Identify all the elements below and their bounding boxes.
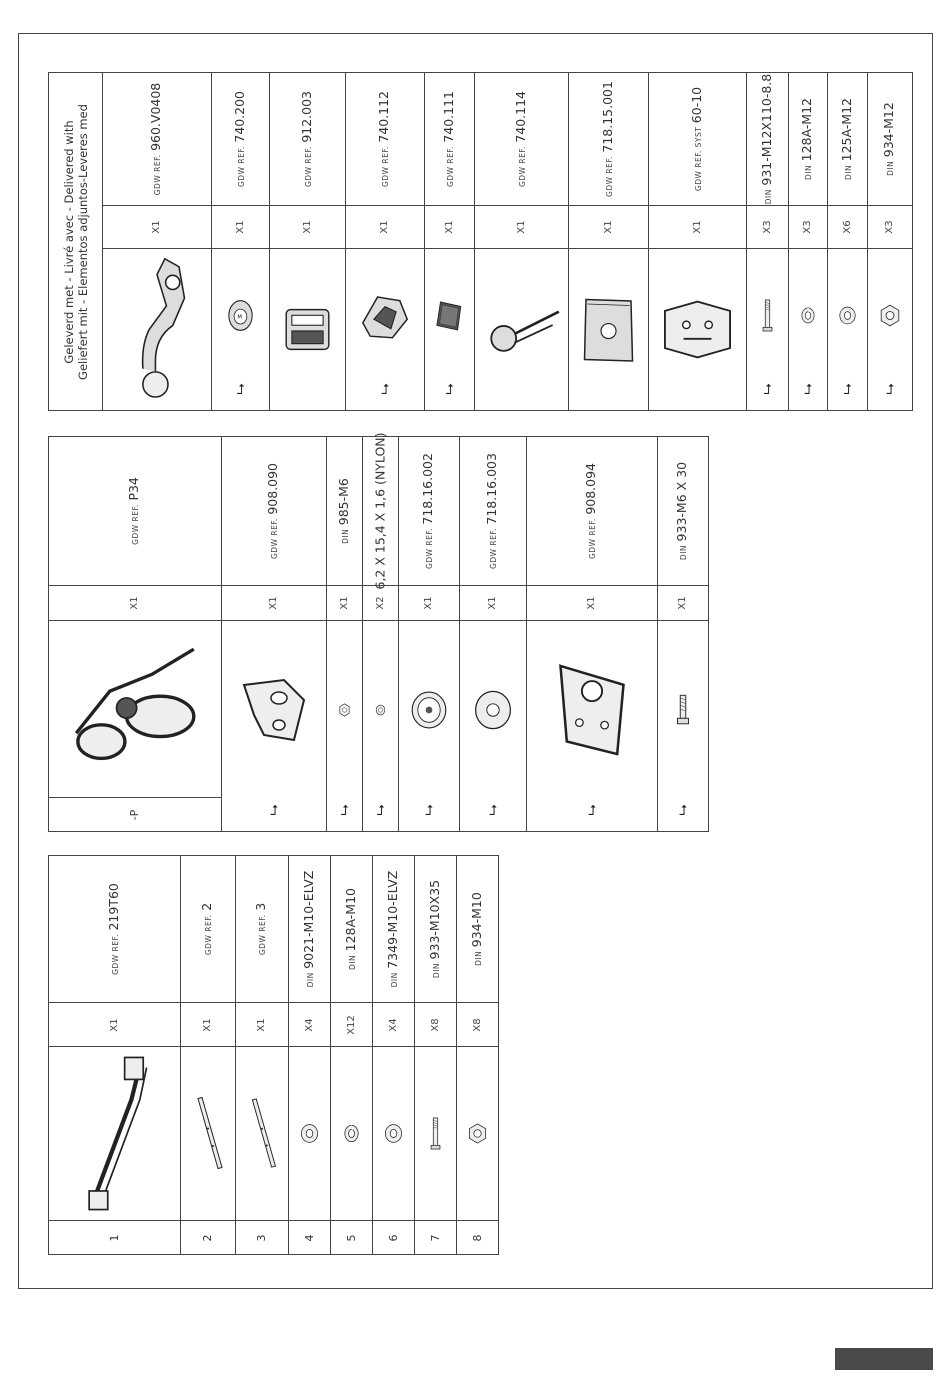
qty-cell: [181, 1002, 235, 1046]
install-arrow-icon: ⮥: [445, 382, 454, 398]
image-cell: [373, 1046, 414, 1220]
part-column: [657, 437, 708, 831]
part-column: [459, 437, 526, 831]
image-cell: [868, 248, 912, 410]
delivered-with-table: [48, 72, 913, 411]
part-ref: [384, 870, 401, 988]
part-column: [326, 437, 362, 831]
ref-cell: [415, 856, 456, 1002]
part-ref: [883, 102, 897, 176]
ref-cell: [222, 437, 326, 585]
part-qty: X1: [151, 220, 162, 234]
image-cell: [236, 1046, 288, 1220]
ref-cell: [373, 856, 414, 1002]
install-arrow-icon: ⮥: [380, 382, 390, 398]
part-column: [648, 73, 746, 410]
ref-prefix: GDW REF.: [236, 146, 246, 188]
part-column: [372, 856, 414, 1254]
qty-cell: [475, 205, 568, 248]
qty-cell: [649, 205, 746, 248]
part-qty: X1: [602, 220, 614, 234]
ref-cell: [475, 73, 568, 205]
part-number: 2: [201, 1234, 214, 1241]
socket-plate-icon: [224, 623, 324, 797]
ref-code: 718.15.001: [599, 81, 615, 153]
header-column: [49, 73, 102, 410]
image-cell: [222, 620, 326, 831]
part-column: [211, 73, 269, 410]
image-cell: [425, 248, 474, 410]
part-qty: X1: [268, 596, 279, 610]
part-column: [788, 73, 827, 410]
image-cell: [649, 248, 746, 410]
part-column: [746, 73, 788, 410]
number-cell: [331, 1220, 372, 1254]
qty-cell: [425, 205, 474, 248]
ref-cell: [270, 73, 345, 205]
qty-cell: [212, 205, 269, 248]
part-ref: [150, 83, 164, 196]
washer-icon: [291, 1049, 328, 1218]
part-ref: [255, 903, 269, 955]
ref-code: 933-M10X35: [426, 879, 442, 960]
page-corner-mark: [835, 1348, 933, 1370]
ref-prefix: GDW REF.: [131, 504, 140, 545]
install-arrow-icon: ⮥: [843, 382, 852, 398]
ref-cell: [49, 437, 221, 585]
part-ref: [231, 90, 248, 188]
disc-icon: [462, 623, 524, 797]
part-ref: [300, 870, 317, 988]
part-ref: [468, 892, 485, 966]
ref-cell: [181, 856, 235, 1002]
ref-prefix: DIN: [843, 164, 853, 180]
key-icon: [477, 251, 566, 408]
part-ref: [838, 98, 855, 180]
socket-block-icon: [272, 251, 343, 408]
part-ref: [374, 432, 387, 589]
ref-code: 960.V0408: [148, 82, 163, 151]
nut-small-icon: [329, 623, 360, 797]
cover-plate-icon: [427, 251, 472, 380]
part-number: 3: [255, 1234, 268, 1241]
ref-prefix: GDW REF.: [489, 528, 498, 569]
screw-icon: [660, 623, 706, 797]
ref-prefix: DIN: [679, 544, 688, 561]
qty-cell: [363, 585, 398, 620]
ref-code: 60-10: [688, 86, 704, 124]
ref-code: 740.112: [376, 90, 391, 143]
lock-assembly-icon: [348, 251, 422, 380]
ref-prefix: DIN: [886, 160, 895, 176]
ref-code: 128A-M12: [799, 98, 814, 162]
part-qty: X1: [423, 596, 434, 610]
ref-code: 128A-M10: [342, 888, 358, 952]
part-qty: X1: [487, 596, 498, 610]
image-cell: [747, 248, 788, 410]
part-ref: [426, 879, 443, 979]
part-ref: [378, 91, 392, 187]
image-cell: [327, 620, 362, 831]
crossbar-parts-table: [48, 855, 499, 1255]
ref-prefix: GDW REF. SYST: [693, 126, 703, 192]
part-qty: X6: [841, 220, 853, 234]
ref-cell: [789, 73, 827, 205]
image-cell: [49, 1046, 180, 1220]
ref-prefix: GDW REF.: [258, 914, 267, 956]
ref-code: 7349-M10-ELVZ: [384, 870, 400, 969]
ref-code: 740.111: [440, 90, 456, 143]
image-cell: [181, 1046, 235, 1220]
part-qty: X1: [202, 1017, 213, 1032]
side-bar-icon: [183, 1049, 233, 1218]
mount-plate-icon: [529, 623, 655, 797]
part-column: [362, 432, 398, 831]
part-column: [424, 73, 474, 410]
part-qty: X1: [691, 220, 703, 234]
image-cell: [789, 248, 827, 410]
part-qty: X1: [256, 1017, 267, 1032]
ref-prefix: GDW REF.: [604, 156, 614, 197]
install-arrow-icon: ⮥: [269, 803, 279, 819]
part-column: [221, 437, 326, 831]
image-cell: [212, 248, 269, 410]
qty-cell: [327, 585, 362, 620]
image-cell: [289, 1046, 330, 1220]
ref-cell: [399, 437, 459, 585]
ref-prefix: GDW REF.: [517, 146, 527, 188]
ref-prefix: DIN: [389, 972, 399, 988]
part-qty: X8: [471, 1017, 483, 1032]
ref-cell: [236, 856, 288, 1002]
ref-cell: [569, 73, 648, 205]
ref-prefix: DIN: [804, 164, 813, 180]
part-column: [526, 437, 657, 831]
gasket-icon: [401, 623, 457, 797]
ref-cell: [289, 856, 330, 1002]
ref-prefix: DIN: [347, 954, 357, 970]
ref-prefix: GDW REF.: [303, 146, 313, 188]
install-arrow-icon: ⮥: [763, 382, 772, 398]
part-ref: [267, 463, 281, 559]
image-cell: [527, 620, 657, 831]
ref-prefix: GDW REF.: [381, 146, 390, 188]
part-number: 5: [344, 1234, 358, 1241]
qty-cell: [331, 1002, 372, 1046]
part-number: 7: [428, 1234, 442, 1241]
crossbar-icon: [51, 1049, 178, 1218]
ref-prefix: DIN: [473, 950, 483, 966]
part-qty: X8: [429, 1017, 441, 1032]
qty-cell: [828, 205, 867, 248]
part-qty: X1: [443, 220, 455, 234]
part-column: [49, 856, 180, 1254]
socket-parts-table: [48, 432, 709, 832]
part-ref: [512, 90, 529, 188]
ref-code: 934-M12: [881, 102, 896, 158]
install-arrow-icon: ⮥: [376, 803, 385, 819]
ref-code: 2: [199, 902, 214, 911]
part-qty: X1: [129, 596, 140, 610]
qty-cell: [399, 585, 459, 620]
part-column: [398, 437, 459, 831]
install-arrow-icon: ⮥: [236, 382, 245, 398]
qty-cell: [103, 205, 211, 248]
ref-cell: [425, 73, 474, 205]
number-cell: [236, 1220, 288, 1254]
washer-icon: [830, 251, 865, 380]
qty-cell: [747, 205, 788, 248]
ref-prefix: GDW REF.: [153, 154, 162, 196]
part-ref: [298, 90, 315, 188]
part-ref: [342, 888, 359, 970]
qty-cell: [457, 1002, 498, 1046]
part-qty: X3: [884, 220, 895, 234]
part-number: 1: [107, 1234, 121, 1241]
ref-prefix: GDW REF.: [588, 518, 597, 560]
part-column: [180, 856, 235, 1254]
ref-code: 718.16.002: [420, 453, 435, 525]
install-arrow-icon: ⮥: [340, 803, 349, 819]
ref-code: 740.114: [512, 90, 528, 143]
part-qty: X1: [586, 596, 597, 610]
install-arrow-icon: ⮥: [885, 382, 895, 398]
image-cell: [658, 620, 708, 831]
ref-prefix: GDW REF.: [204, 914, 213, 956]
image-cell: [415, 1046, 456, 1220]
ball-hitch-icon: [105, 251, 209, 408]
washer-small-icon: [365, 623, 396, 797]
part-qty: X1: [234, 220, 246, 234]
number-cell: [373, 1220, 414, 1254]
part-column: [345, 73, 424, 410]
install-arrow-icon: ⮥: [587, 803, 597, 819]
part-column: [414, 856, 456, 1254]
ref-code: 912.003: [298, 90, 314, 143]
part-ref: [335, 478, 352, 544]
part-column: [102, 73, 211, 410]
install-arrow-icon: ⮥: [488, 803, 498, 819]
image-cell: [457, 1046, 498, 1220]
part-ref: [688, 86, 705, 192]
spring-washer-icon: [333, 1049, 370, 1218]
part-qty: X4: [303, 1017, 315, 1032]
part-ref: [599, 81, 616, 197]
part-ref: [676, 462, 690, 560]
washer-icon: [375, 1049, 412, 1218]
ref-code: 985-M6: [335, 478, 351, 526]
number-cell: [289, 1220, 330, 1254]
image-cell: [49, 620, 221, 831]
qty-cell: [236, 1002, 288, 1046]
ref-code: 125A-M12: [838, 98, 854, 162]
header-text: [62, 104, 90, 380]
ref-cell: [658, 437, 708, 585]
part-column: [568, 73, 648, 410]
part-column: [456, 856, 498, 1254]
qty-cell: [527, 585, 657, 620]
image-cell: [331, 1046, 372, 1220]
bolt-icon: [749, 251, 786, 380]
bolt-icon: [417, 1049, 454, 1218]
part-qty: X1: [515, 220, 527, 234]
bag-icon: [571, 251, 646, 408]
part-column: [827, 73, 867, 410]
ref-cell: [212, 73, 269, 205]
ref-cell: [828, 73, 867, 205]
part-qty: X3: [761, 220, 773, 234]
part-number: 8: [470, 1234, 484, 1241]
qty-cell: [49, 1002, 180, 1046]
part-number: 4: [302, 1234, 316, 1241]
part-column: [235, 856, 288, 1254]
number-cell: [457, 1220, 498, 1254]
qty-cell: [415, 1002, 456, 1046]
number-cell: [181, 1220, 235, 1254]
header-line2: Geliefert mit - Elementos adjuntos-Leveres med: [75, 103, 90, 380]
part-column: [330, 856, 372, 1254]
ref-prefix: DIN: [763, 189, 773, 205]
ref-code: 3: [253, 902, 268, 911]
image-cell: [103, 248, 211, 410]
ref-cell: [49, 856, 180, 1002]
part-qty: X4: [387, 1017, 399, 1032]
part-ref: [440, 90, 457, 188]
part-column: [269, 73, 345, 410]
qty-cell: [373, 1002, 414, 1046]
ref-code: 718.16.003: [484, 453, 499, 525]
ref-cell: [457, 856, 498, 1002]
label-cell: [49, 797, 221, 831]
header-line1: Geleverd met - Livré avec - Delivered with: [61, 119, 76, 364]
cap-icon: [214, 251, 267, 380]
part-qty: X1: [301, 220, 313, 234]
bracket-icon: [651, 251, 744, 408]
qty-cell: [270, 205, 345, 248]
qty-cell: [658, 585, 708, 620]
ref-cell: [327, 437, 362, 585]
part-ref: [585, 463, 599, 559]
spring-washer-icon: [791, 251, 825, 380]
nut-icon: [459, 1049, 496, 1218]
image-cell: [828, 248, 867, 410]
ref-cell: [460, 437, 526, 585]
ref-cell: [649, 73, 746, 205]
ref-code: 6,2 X 15,4 X 1,6 (NYLON): [372, 432, 387, 590]
ref-cell: [331, 856, 372, 1002]
image-cell: [363, 620, 398, 831]
ref-code: 908.094: [583, 462, 598, 515]
ref-prefix: GDW REF.: [425, 528, 434, 569]
side-bar-icon: [238, 1049, 286, 1218]
ref-code: 740.200: [231, 90, 247, 143]
part-label: -P: [128, 809, 141, 820]
ref-prefix: GDW REF.: [270, 518, 279, 560]
part-column: [474, 73, 568, 410]
ref-cell: [868, 73, 912, 205]
ref-prefix: DIN: [340, 528, 350, 544]
ref-code: 908.090: [265, 462, 280, 515]
ref-prefix: GDW REF.: [110, 934, 120, 975]
part-ref: [422, 453, 436, 569]
image-cell: [270, 248, 345, 410]
part-qty: X3: [802, 220, 813, 234]
part-column: [49, 437, 221, 831]
part-column: [288, 856, 330, 1254]
image-cell: [460, 620, 526, 831]
ref-code: 934-M10: [468, 892, 484, 948]
image-cell: [399, 620, 459, 831]
ref-prefix: DIN: [431, 962, 441, 979]
qty-cell: [789, 205, 827, 248]
part-qty: X1: [338, 596, 350, 610]
part-column: [867, 73, 912, 410]
install-arrow-icon: ⮥: [803, 382, 813, 398]
image-cell: [569, 248, 648, 410]
part-ref: [201, 903, 215, 955]
install-arrow-icon: ⮥: [678, 803, 688, 819]
part-qty: X12: [345, 1014, 357, 1035]
ref-cell: [103, 73, 211, 205]
ref-code: 9021-M10-ELVZ: [300, 870, 316, 969]
qty-cell: [569, 205, 648, 248]
part-number: 6: [386, 1234, 400, 1241]
ref-prefix: GDW REF.: [445, 146, 455, 188]
ref-cell: [346, 73, 424, 205]
qty-cell: [289, 1002, 330, 1046]
ref-code: 219T60: [105, 883, 121, 931]
ref-cell: [527, 437, 657, 585]
ref-code: 931-M12X110-8.8: [758, 73, 774, 186]
ref-cell: [747, 73, 788, 205]
plate-exploded-icon: [51, 623, 219, 793]
qty-cell: [868, 205, 912, 248]
number-cell: [49, 1220, 180, 1254]
part-ref: [758, 73, 775, 205]
qty-cell: [49, 585, 221, 620]
ref-code: P34: [126, 477, 141, 501]
qty-cell: [346, 205, 424, 248]
part-qty: X1: [379, 220, 390, 234]
part-ref: [486, 453, 500, 569]
install-arrow-icon: ⮥: [424, 803, 434, 819]
nut-icon: [870, 251, 910, 380]
part-qty: X2: [374, 596, 386, 610]
part-qty: X1: [677, 596, 688, 610]
qty-cell: [460, 585, 526, 620]
image-cell: [475, 248, 568, 410]
part-ref: [128, 477, 142, 545]
part-ref: [801, 98, 815, 180]
number-cell: [415, 1220, 456, 1254]
image-cell: [346, 248, 424, 410]
qty-cell: [222, 585, 326, 620]
part-qty: X1: [108, 1017, 120, 1032]
ref-prefix: DIN: [305, 972, 315, 988]
ref-code: 933-M6 X 30: [674, 461, 689, 542]
part-ref: [105, 883, 122, 975]
ref-cell: [363, 432, 398, 590]
